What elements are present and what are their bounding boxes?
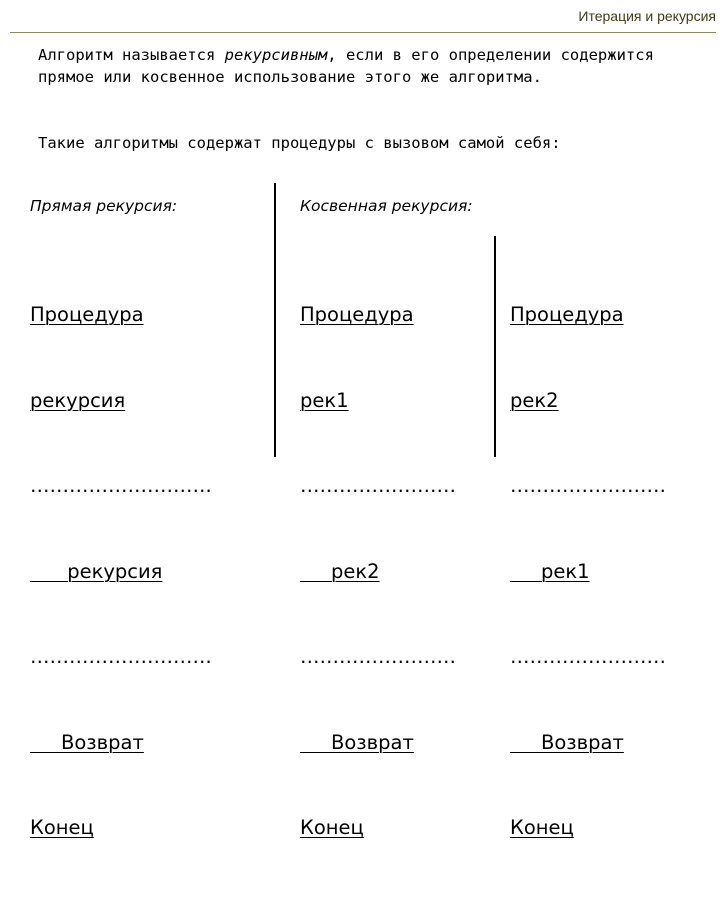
slide-header-title: Итерация и рекурсия bbox=[578, 8, 716, 24]
code-line: ………………………. bbox=[30, 645, 212, 668]
code-line: Возврат bbox=[510, 730, 624, 754]
definition-text-start: Алгоритм называется bbox=[38, 46, 225, 64]
code-line: рек1 bbox=[300, 388, 349, 412]
code-line: рек1 bbox=[510, 559, 590, 583]
direct-recursion-heading: Прямая рекурсия: bbox=[30, 197, 178, 215]
indirect-procedure-2 bbox=[510, 244, 666, 871]
direct-recursion-column bbox=[30, 196, 260, 900]
code-line: Процедура bbox=[510, 303, 624, 326]
definition-emphasis: рекурсивным bbox=[224, 46, 328, 64]
code-line: Конец bbox=[300, 816, 364, 839]
definition-text-end: , если в его определении содержится прямое или косвенное использование этого же алгоритма. bbox=[38, 46, 654, 86]
code-line: Конец bbox=[30, 816, 94, 839]
code-line: Процедура bbox=[300, 303, 414, 326]
procedure-divider bbox=[494, 236, 496, 457]
code-line: рек2 bbox=[300, 559, 380, 583]
column-divider bbox=[274, 183, 276, 457]
code-line: рекурсия bbox=[30, 559, 163, 583]
code-line: Конец bbox=[510, 816, 574, 839]
code-line: …………………… bbox=[300, 645, 456, 668]
indirect-procedure-1 bbox=[300, 244, 456, 871]
definition-paragraph bbox=[38, 44, 698, 88]
code-line: рек2 bbox=[510, 388, 559, 412]
code-line: рекурсия bbox=[30, 388, 126, 412]
header-divider bbox=[10, 32, 716, 33]
code-line: Возврат bbox=[30, 730, 144, 754]
code-line: …………………… bbox=[300, 474, 456, 497]
code-line: ………………………. bbox=[30, 474, 212, 497]
code-line: Процедура bbox=[30, 303, 144, 326]
code-line: …………………… bbox=[510, 645, 666, 668]
code-line: …………………… bbox=[510, 474, 666, 497]
indirect-recursion-heading: Косвенная рекурсия: bbox=[300, 197, 473, 215]
code-line: Возврат bbox=[300, 730, 414, 754]
note-paragraph: Такие алгоритмы содержат процедуры с вызовом самой себя: bbox=[38, 134, 561, 152]
direct-recursion-code bbox=[30, 244, 260, 900]
